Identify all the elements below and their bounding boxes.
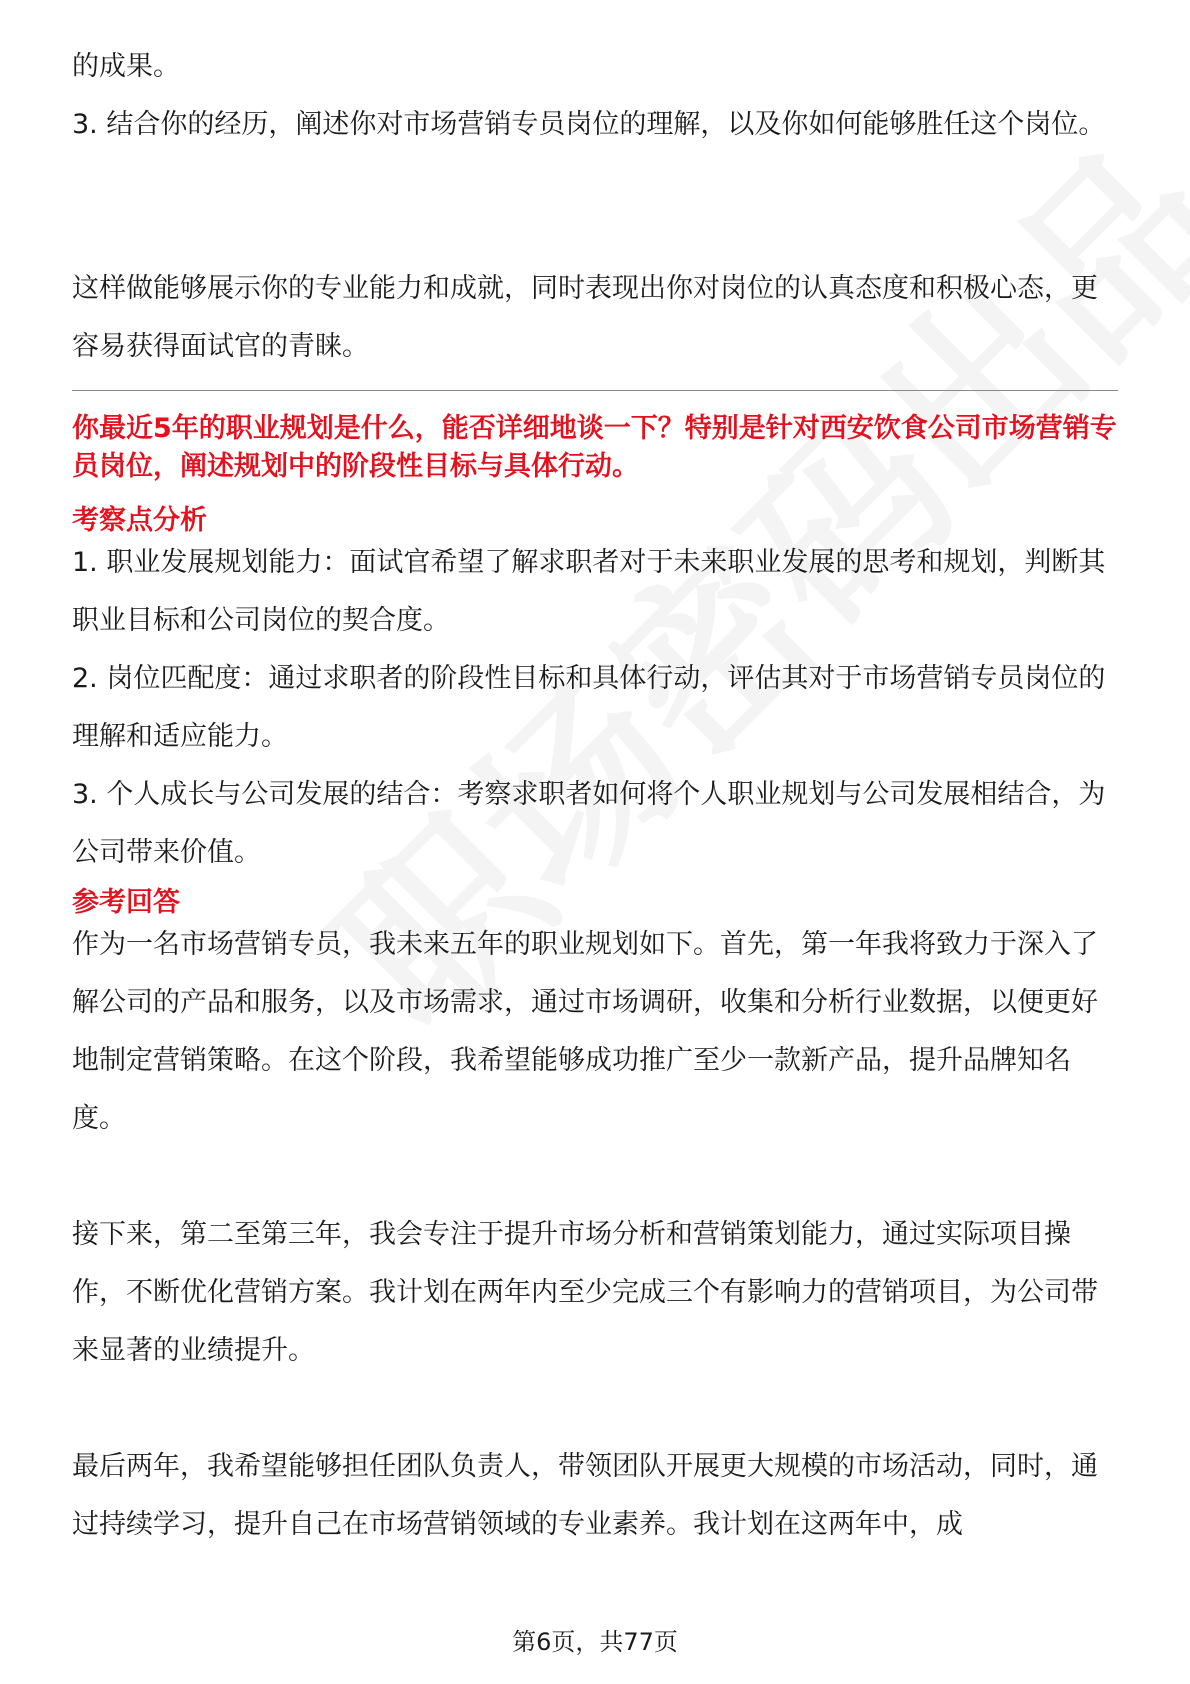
page-number: 第6页，共77页	[512, 1628, 678, 1656]
analysis-points	[72, 534, 1118, 882]
continued-text	[72, 38, 1118, 154]
section-divider	[72, 390, 1118, 391]
answer-paragraph: 作为一名市场营销专员，我未来五年的职业规划如下。首先，第一年我将致力于深入了解公司的产品和服务，以及市场需求，通过市场调研，收集和分析行业数据，以便更好地制定营销策略。在这个阶段，我希望能够成功推广至少一款新产品，提升品牌知名度。	[72, 929, 1098, 1134]
analysis-point: 2. 岗位匹配度：通过求职者的阶段性目标和具体行动，评估其对于市场营销专员岗位的理解和适应能力。	[72, 663, 1106, 752]
text-line: 3. 结合你的经历，阐述你对市场营销专员岗位的理解，以及你如何能够胜任这个岗位。	[72, 109, 1106, 140]
answer-title: 参考回答	[72, 887, 180, 918]
text-line: 的成果。	[72, 51, 180, 82]
analysis-title: 考察点分析	[72, 505, 207, 536]
analysis-point: 1. 职业发展规划能力：面试官希望了解求职者对于未来职业发展的思考和规划，判断其职业目标和公司岗位的契合度。	[72, 547, 1106, 636]
answer-paragraph: 最后两年，我希望能够担任团队负责人，带领团队开展更大规模的市场活动，同时，通过持续学习，提升自己在市场营销领域的专业素养。我计划在这两年中，成	[72, 1451, 1098, 1540]
answer-paragraph: 接下来，第二至第三年，我会专注于提升市场分析和营销策划能力，通过实际项目操作，不断优化营销方案。我计划在两年内至少完成三个有影响力的营销项目，为公司带来显著的业绩提升。	[72, 1219, 1098, 1366]
question-heading: 你最近5年的职业规划是什么，能否详细地谈一下？特别是针对西安饮食公司市场营销专员岗位，阐述规划中的阶段性目标与具体行动。	[72, 413, 1117, 482]
summary-paragraph: 这样做能够展示你的专业能力和成就，同时表现出你对岗位的认真态度和积极心态，更容易获得面试官的青睐。	[72, 273, 1098, 362]
answer-body	[72, 916, 1118, 1554]
analysis-point: 3. 个人成长与公司发展的结合：考察求职者如何将个人职业规划与公司发展相结合，为公司带来价值。	[72, 779, 1106, 868]
